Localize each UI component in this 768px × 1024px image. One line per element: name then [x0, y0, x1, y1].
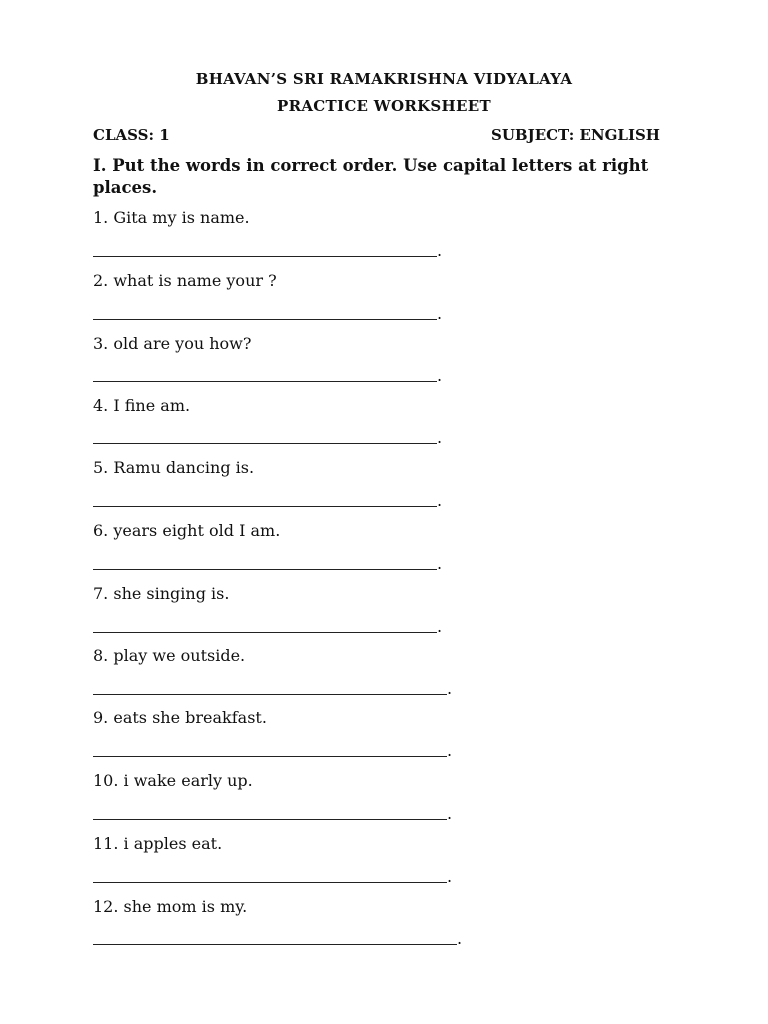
line-end-3: . [437, 366, 443, 385]
question-7: 7. she singing is. [93, 584, 230, 603]
answer-line-3[interactable] [93, 381, 437, 382]
line-end-1: . [437, 241, 443, 260]
line-end-7: . [437, 617, 443, 636]
school-name: BHAVAN’S SRI RAMAKRISHNA VIDYALAYA [195, 70, 573, 88]
class-label: CLASS: 1 [93, 126, 170, 144]
question-12: 12. she mom is my. [93, 897, 248, 916]
question-5: 5. Ramu dancing is. [93, 458, 255, 477]
worksheet-title: PRACTICE WORKSHEET [277, 97, 491, 115]
line-end-10: . [447, 804, 453, 823]
question-4: 4. I fine am. [93, 396, 191, 415]
line-end-9: . [447, 741, 453, 760]
answer-line-1[interactable] [93, 256, 437, 257]
question-9: 9. eats she breakfast. [93, 708, 267, 727]
question-8: 8. play we outside. [93, 646, 246, 665]
answer-line-5[interactable] [93, 506, 437, 507]
answer-line-11[interactable] [93, 882, 447, 883]
answer-line-10[interactable] [93, 819, 447, 820]
answer-line-7[interactable] [93, 632, 437, 633]
answer-line-4[interactable] [93, 443, 437, 444]
answer-line-8[interactable] [93, 694, 447, 695]
question-3: 3. old are you how? [93, 334, 252, 353]
answer-line-6[interactable] [93, 569, 437, 570]
question-1: 1. Gita my is name. [93, 208, 250, 227]
answer-line-9[interactable] [93, 756, 447, 757]
question-2: 2. what is name your ? [93, 271, 277, 290]
line-end-11: . [447, 867, 453, 886]
instructions: I. Put the words in correct order. Use capital letters at right places. [93, 156, 649, 197]
line-end-6: . [437, 554, 443, 573]
answer-line-2[interactable] [93, 319, 437, 320]
question-10: 10. i wake early up. [93, 771, 253, 790]
subject-label: SUBJECT: ENGLISH [491, 126, 660, 144]
line-end-12: . [457, 929, 463, 948]
line-end-5: . [437, 491, 443, 510]
line-end-8: . [447, 679, 453, 698]
line-end-2: . [437, 304, 443, 323]
question-11: 11. i apples eat. [93, 834, 223, 853]
question-6: 6. years eight old I am. [93, 521, 281, 540]
line-end-4: . [437, 428, 443, 447]
answer-line-12[interactable] [93, 944, 457, 945]
